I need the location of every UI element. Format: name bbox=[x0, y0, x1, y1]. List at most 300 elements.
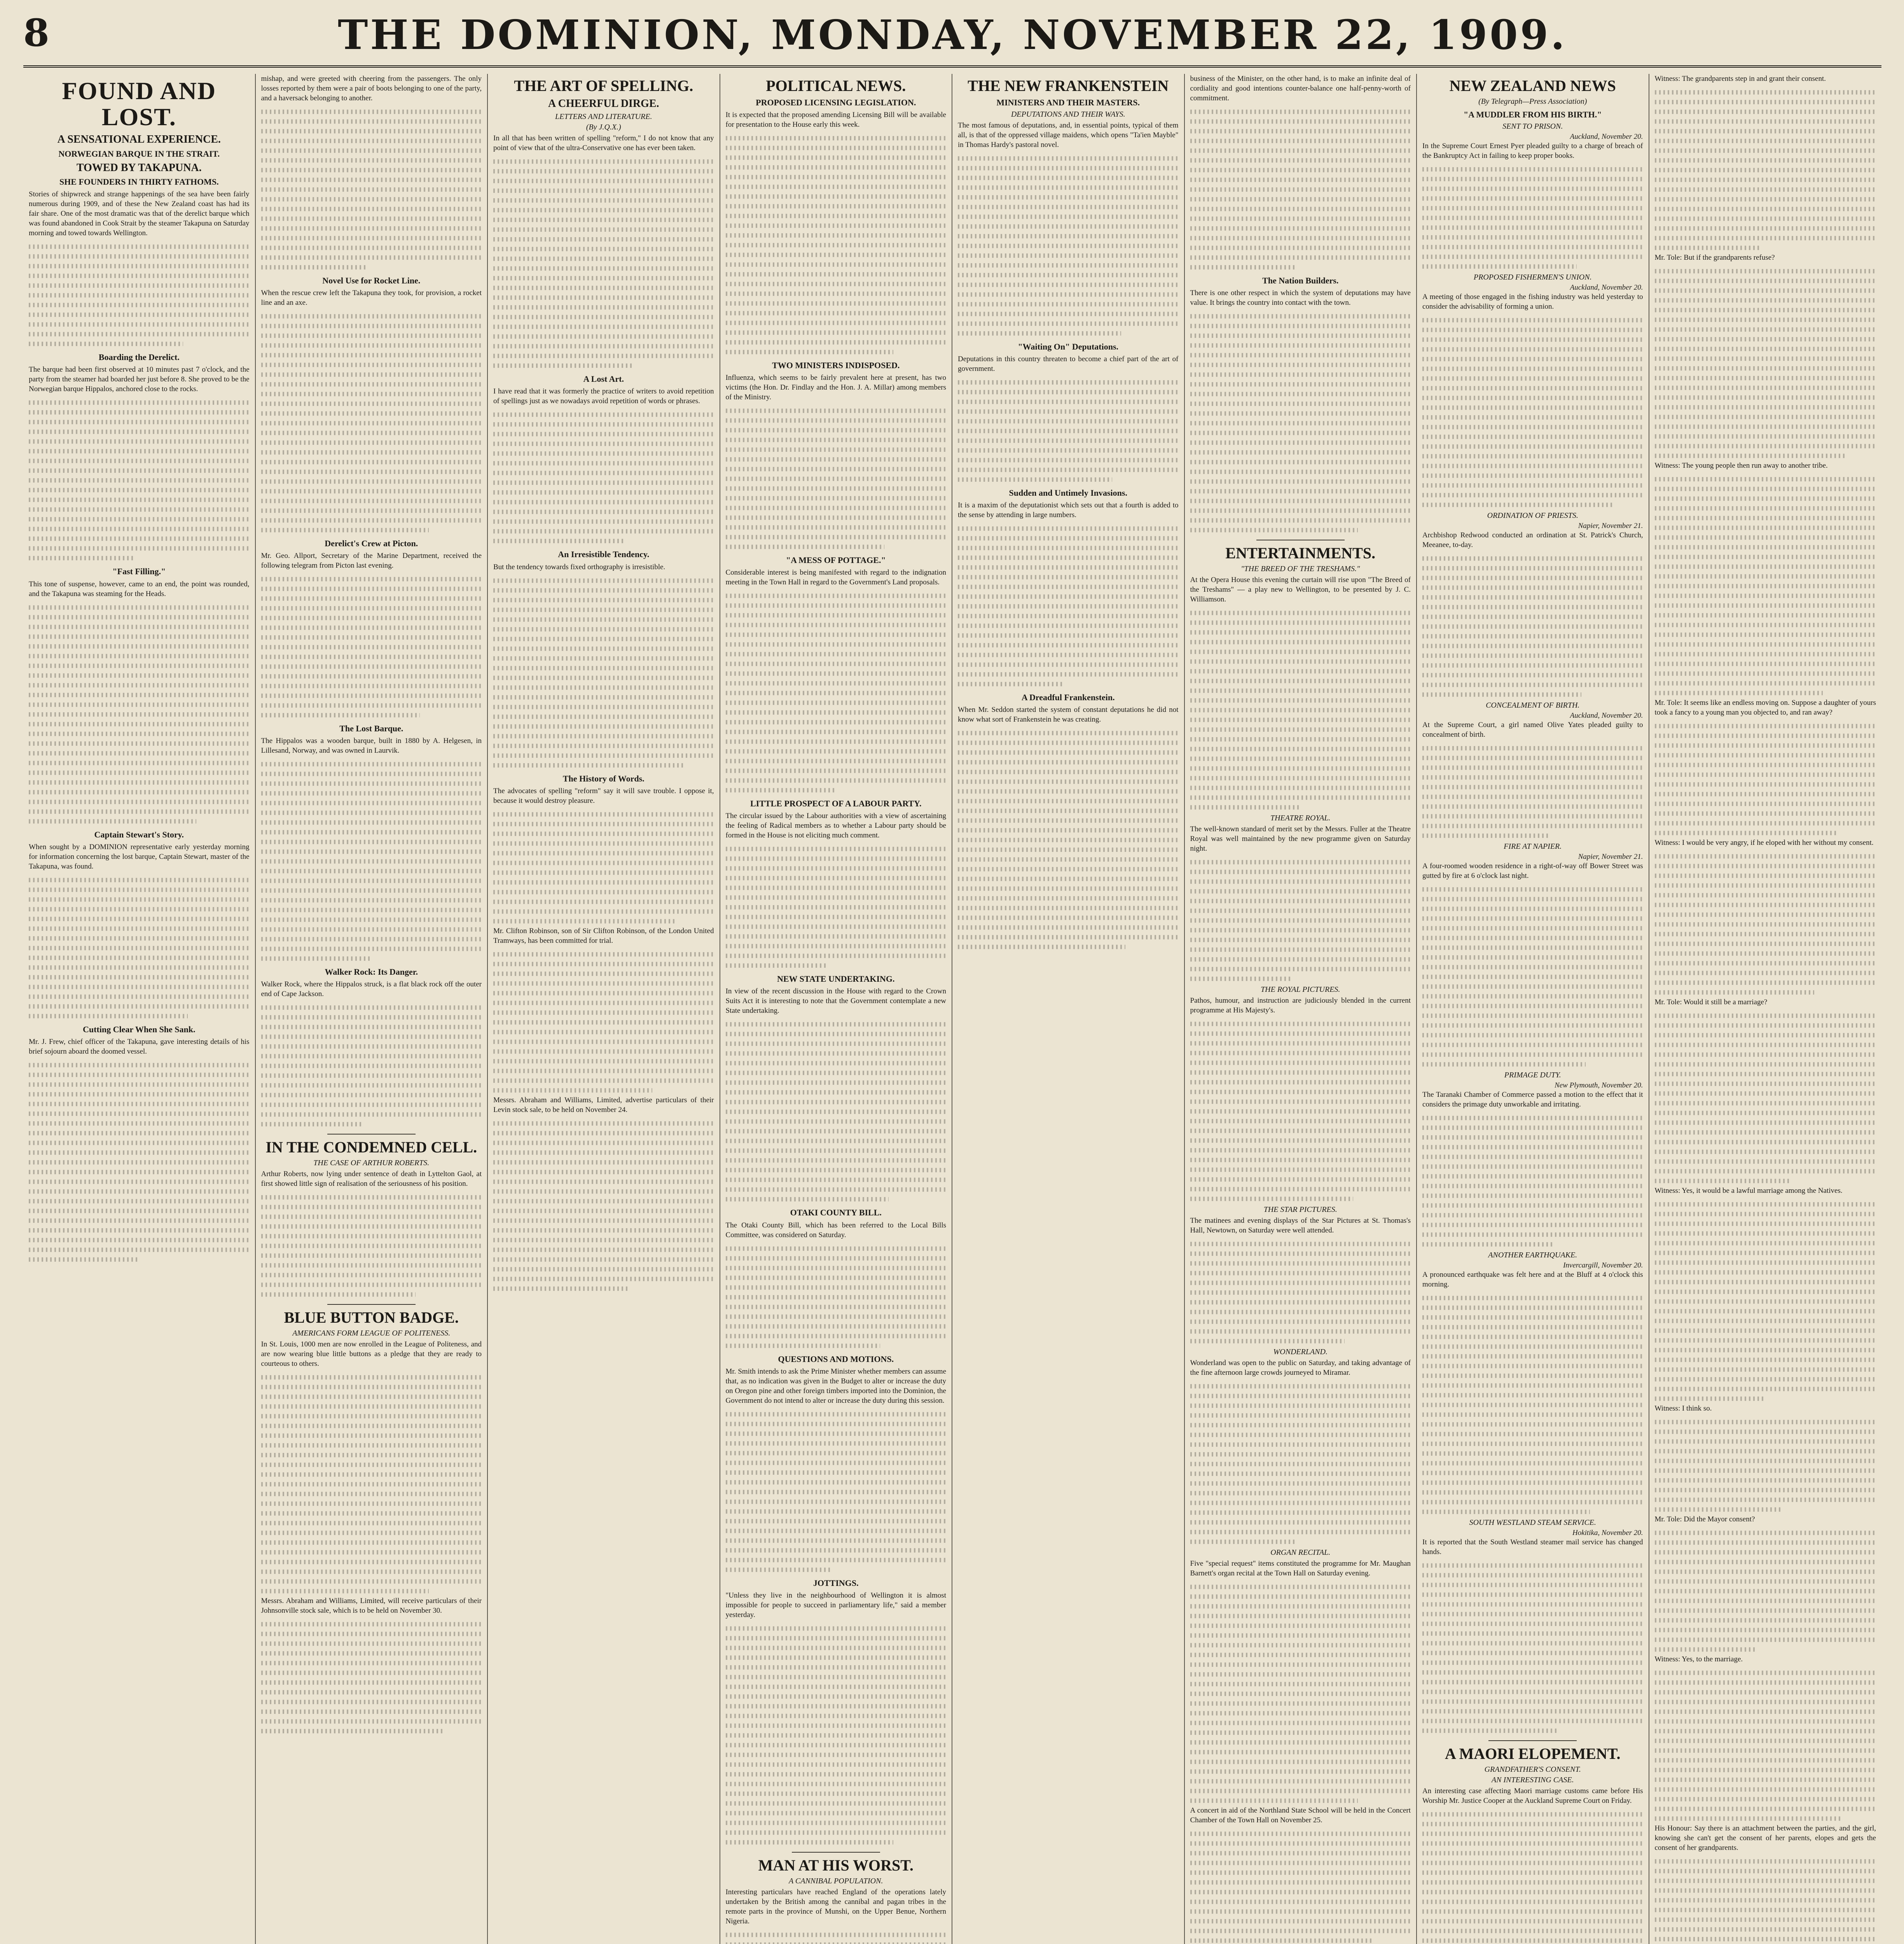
text-line bbox=[726, 633, 947, 637]
text-line bbox=[1422, 396, 1643, 400]
text-line bbox=[726, 1343, 880, 1348]
text-line bbox=[1190, 1384, 1411, 1388]
text-line bbox=[1422, 1126, 1643, 1130]
text-line bbox=[1190, 1242, 1411, 1246]
text-line bbox=[493, 1010, 714, 1015]
text-line bbox=[1422, 1033, 1643, 1037]
text-texture bbox=[261, 574, 482, 720]
text-line bbox=[29, 673, 250, 677]
text-line bbox=[726, 1080, 947, 1085]
text-line bbox=[1422, 785, 1643, 789]
text-line bbox=[261, 255, 482, 260]
text-line bbox=[261, 1570, 482, 1574]
text-line bbox=[29, 956, 250, 960]
text-line bbox=[1655, 1062, 1876, 1066]
text-line bbox=[29, 605, 250, 609]
text-line bbox=[1422, 654, 1643, 658]
text-line bbox=[29, 527, 250, 531]
text-line bbox=[1655, 1690, 1876, 1694]
text-line bbox=[1655, 1859, 1876, 1864]
text-line bbox=[1422, 1490, 1643, 1495]
article-paragraph: Mr. Tole: Would it still be a marriage? bbox=[1654, 998, 1768, 1006]
text-line bbox=[726, 1636, 947, 1640]
text-line bbox=[493, 364, 632, 368]
text-texture bbox=[1422, 554, 1643, 699]
headline: MINISTERS AND THEIR MASTERS. bbox=[996, 98, 1140, 107]
text-line bbox=[1422, 1510, 1590, 1514]
article-paragraph: Messrs. Abraham and Williams, Limited, will receive particulars of their Johnsonville stock sale, which is to be held on November 30. bbox=[261, 1597, 482, 1615]
text-line bbox=[1190, 1339, 1345, 1343]
text-line bbox=[261, 1005, 482, 1010]
text-line bbox=[29, 995, 250, 999]
text-line bbox=[493, 636, 714, 641]
text-line bbox=[1655, 932, 1876, 936]
text-line bbox=[1422, 1871, 1643, 1875]
text-line bbox=[493, 315, 714, 319]
text-line bbox=[261, 1560, 482, 1564]
text-line bbox=[726, 457, 947, 462]
headline: A CHEERFUL DIRGE. bbox=[548, 98, 659, 110]
text-line bbox=[1422, 1680, 1643, 1684]
article-paragraph: An interesting case affecting Maori marriage customs came before His Worship Mr. Justice Cooper at the Auckland Supreme Court on Friday. bbox=[1422, 1787, 1643, 1805]
text-line bbox=[1422, 907, 1643, 911]
article-paragraph: Mr. Smith intends to ask the Prime Minister whether members can assume that, as no indication was given in the Budget to alter or increase the duty on Oregon pine and other foreign timbers imported into the Dominion, the Government do not intend to alter or increase the duty during this session. bbox=[725, 1367, 946, 1405]
text-line bbox=[1190, 1138, 1411, 1143]
text-line bbox=[1190, 1750, 1411, 1754]
text-line bbox=[29, 1102, 250, 1106]
text-texture bbox=[493, 157, 714, 371]
text-line bbox=[29, 1199, 250, 1203]
text-line bbox=[261, 236, 482, 240]
subheading: CONCEALMENT OF BIRTH. bbox=[1486, 701, 1580, 710]
text-line bbox=[1190, 1919, 1411, 1923]
text-line bbox=[1422, 503, 1614, 507]
text-line bbox=[958, 857, 1179, 862]
article-paragraph: The most famous of deputations, and, in essential points, typical of them all, is that of the oppressed village maidens, which opens "Ta'ien Mayble" in Thomas Hardy's pastoral novel. bbox=[958, 121, 1179, 149]
text-line bbox=[1190, 324, 1411, 328]
text-line bbox=[261, 139, 482, 143]
text-line bbox=[1655, 226, 1876, 231]
text-line bbox=[1422, 746, 1643, 750]
text-texture bbox=[1190, 608, 1411, 812]
text-line bbox=[493, 753, 714, 757]
text-line bbox=[29, 1257, 139, 1262]
headline: IN THE CONDEMNED CELL. bbox=[266, 1138, 477, 1156]
text-line bbox=[1655, 652, 1876, 656]
text-line bbox=[726, 1032, 947, 1036]
text-line bbox=[29, 264, 250, 268]
text-line bbox=[1655, 1101, 1876, 1105]
text-line bbox=[1655, 139, 1876, 143]
text-line bbox=[1190, 382, 1411, 386]
text-line bbox=[261, 1224, 482, 1229]
text-line bbox=[958, 780, 1179, 784]
text-line bbox=[493, 169, 714, 173]
text-line bbox=[726, 1149, 947, 1153]
text-line bbox=[1422, 795, 1643, 799]
text-line bbox=[1422, 255, 1643, 259]
text-texture bbox=[726, 591, 947, 795]
article-paragraph: When the rescue crew left the Takapuna they took, for provision, a rocket line and an axe. bbox=[261, 289, 482, 307]
text-line bbox=[1655, 773, 1876, 777]
text-line bbox=[1422, 897, 1643, 901]
text-line bbox=[493, 1277, 714, 1281]
text-line bbox=[1422, 1670, 1643, 1675]
headline: TWO MINISTERS INDISPOSED. bbox=[772, 360, 900, 371]
text-line bbox=[493, 276, 714, 280]
text-line bbox=[1190, 679, 1411, 683]
text-line bbox=[1655, 1908, 1876, 1912]
text-line bbox=[1655, 1478, 1876, 1482]
text-line bbox=[958, 760, 1179, 764]
text-line bbox=[1655, 1608, 1876, 1613]
text-line bbox=[1655, 903, 1876, 907]
text-texture bbox=[29, 875, 250, 1021]
text-line bbox=[1655, 1531, 1876, 1535]
text-line bbox=[1422, 1325, 1643, 1329]
text-line bbox=[726, 438, 947, 442]
text-line bbox=[1655, 792, 1876, 796]
text-line bbox=[261, 1253, 482, 1258]
text-line bbox=[726, 1548, 947, 1552]
text-line bbox=[1190, 1890, 1411, 1894]
text-line bbox=[726, 418, 947, 423]
text-line bbox=[261, 265, 367, 269]
text-line bbox=[1190, 1594, 1411, 1599]
text-line bbox=[1422, 406, 1643, 410]
text-line bbox=[261, 119, 482, 124]
text-line bbox=[958, 185, 1179, 190]
text-line bbox=[1422, 1155, 1643, 1159]
text-line bbox=[1655, 1140, 1876, 1144]
text-line bbox=[261, 811, 482, 815]
text-line bbox=[1655, 1202, 1876, 1206]
text-line bbox=[726, 165, 947, 170]
text-line bbox=[1190, 334, 1411, 338]
text-line bbox=[29, 537, 250, 541]
text-line bbox=[958, 770, 1179, 774]
text-line bbox=[261, 1015, 482, 1019]
text-line bbox=[1190, 149, 1411, 153]
text-line bbox=[493, 354, 714, 358]
text-texture bbox=[493, 1119, 714, 1294]
text-line bbox=[1422, 1583, 1643, 1587]
text-line bbox=[726, 1246, 947, 1250]
headline: SHE FOUNDERS IN THIRTY FATHOMS. bbox=[59, 177, 219, 187]
text-texture bbox=[1655, 266, 1876, 461]
text-line bbox=[1655, 90, 1876, 94]
text-line bbox=[958, 838, 1179, 842]
text-line bbox=[726, 788, 836, 792]
text-line bbox=[261, 684, 482, 688]
text-line bbox=[493, 822, 714, 826]
text-line bbox=[1655, 415, 1876, 419]
text-line bbox=[1190, 879, 1411, 884]
text-line bbox=[726, 1509, 947, 1514]
text-line bbox=[726, 535, 947, 539]
text-line bbox=[1422, 1661, 1643, 1665]
text-line bbox=[1190, 441, 1411, 445]
text-line bbox=[493, 334, 714, 339]
text-line bbox=[726, 1295, 947, 1299]
article-paragraph: A meeting of those engaged in the fishing industry was held yesterday to consider the advisability of forming a union. bbox=[1422, 293, 1643, 311]
headline: LITTLE PROSPECT OF A LABOUR PARTY. bbox=[750, 799, 922, 809]
text-line bbox=[1655, 990, 1814, 995]
text-line bbox=[1190, 1442, 1411, 1447]
text-line bbox=[1190, 236, 1411, 240]
text-line bbox=[493, 1180, 714, 1184]
text-line bbox=[726, 1168, 947, 1172]
text-line bbox=[726, 866, 947, 871]
text-line bbox=[493, 461, 714, 465]
text-line bbox=[1655, 1231, 1876, 1236]
text-line bbox=[29, 907, 250, 911]
text-line bbox=[1655, 308, 1876, 312]
text-line bbox=[1190, 1041, 1411, 1045]
text-texture bbox=[261, 311, 482, 535]
text-line bbox=[1190, 1022, 1411, 1026]
text-line bbox=[261, 187, 482, 192]
article-paragraph: It is expected that the proposed amending Licensing Bill will be available for presentation to the House early this week. bbox=[725, 111, 946, 129]
text-line bbox=[261, 1375, 482, 1379]
text-line bbox=[1655, 1540, 1876, 1545]
text-line bbox=[1655, 1241, 1876, 1245]
text-line bbox=[1190, 650, 1411, 654]
text-line bbox=[493, 1088, 652, 1093]
headline: FOUND AND LOST. bbox=[62, 77, 217, 131]
text-line bbox=[1655, 864, 1876, 868]
text-line bbox=[1422, 683, 1643, 687]
text-line bbox=[1190, 1271, 1411, 1275]
text-line bbox=[261, 324, 482, 328]
text-line bbox=[958, 925, 1179, 930]
text-line bbox=[1655, 1179, 1790, 1183]
text-texture bbox=[726, 844, 947, 970]
text-line bbox=[1422, 965, 1643, 969]
text-line bbox=[493, 832, 714, 836]
text-line bbox=[1655, 1797, 1876, 1801]
text-line bbox=[261, 1642, 482, 1646]
text-line bbox=[493, 695, 714, 699]
text-line bbox=[1190, 343, 1411, 348]
text-line bbox=[1422, 435, 1643, 439]
text-line bbox=[1190, 1061, 1411, 1065]
text-line bbox=[1655, 395, 1876, 400]
text-line bbox=[1190, 1197, 1354, 1201]
text-line bbox=[726, 1158, 947, 1163]
text-line bbox=[493, 198, 714, 203]
text-line bbox=[261, 879, 482, 883]
text-line bbox=[29, 1209, 250, 1213]
text-line bbox=[1655, 1222, 1876, 1226]
article-paragraph: Pathos, humour, and instruction are judiciously blended in the current programme at His Majesty's. bbox=[1190, 996, 1411, 1015]
text-line bbox=[261, 178, 482, 182]
text-line bbox=[726, 1792, 947, 1796]
text-line bbox=[1655, 1377, 1876, 1381]
text-line bbox=[958, 867, 1179, 871]
text-line bbox=[1422, 1612, 1643, 1616]
text-line bbox=[493, 1141, 714, 1145]
text-line bbox=[29, 459, 250, 463]
text-line bbox=[958, 643, 1179, 647]
text-line bbox=[29, 927, 250, 931]
text-texture bbox=[261, 107, 482, 272]
text-line bbox=[1190, 255, 1411, 260]
text-line bbox=[726, 272, 947, 276]
text-line bbox=[1190, 1080, 1411, 1084]
text-line bbox=[1655, 217, 1876, 221]
text-line bbox=[1655, 1043, 1876, 1047]
subheading: GRANDFATHER'S CONSENT. bbox=[1484, 1765, 1581, 1774]
text-line bbox=[493, 1218, 714, 1223]
text-line bbox=[29, 439, 250, 444]
text-line bbox=[958, 468, 1179, 472]
text-texture bbox=[1422, 885, 1643, 1069]
text-line bbox=[261, 840, 482, 844]
text-line bbox=[726, 749, 947, 753]
text-line bbox=[1190, 1604, 1411, 1608]
text-line bbox=[261, 392, 482, 396]
text-line bbox=[1190, 119, 1411, 124]
text-line bbox=[726, 1519, 947, 1523]
text-line bbox=[1190, 353, 1411, 357]
text-line bbox=[726, 905, 947, 909]
text-line bbox=[1655, 763, 1876, 767]
text-line bbox=[1190, 518, 1411, 523]
text-line bbox=[1655, 1329, 1876, 1333]
article-paragraph: Mr. Tole: It seems like an endless moving on. Suppose a daughter of yours took a fancy to a young man you objected to, and ran away? bbox=[1654, 699, 1876, 717]
text-line bbox=[1655, 386, 1876, 390]
text-line bbox=[261, 1424, 482, 1428]
text-line bbox=[29, 449, 250, 453]
text-line bbox=[29, 498, 250, 502]
text-line bbox=[1190, 659, 1411, 664]
text-line bbox=[29, 507, 250, 512]
text-line bbox=[261, 1035, 482, 1039]
text-line bbox=[1422, 975, 1643, 979]
article-paragraph: The matinees and evening displays of the Star Pictures at St. Thomas's Hall, Newtown, on Saturday were well attended. bbox=[1190, 1217, 1411, 1235]
subheading: THE STAR PICTURES. bbox=[1263, 1205, 1337, 1214]
text-line bbox=[1190, 314, 1411, 318]
text-line bbox=[726, 925, 947, 929]
text-line bbox=[493, 539, 624, 543]
text-line bbox=[1655, 1150, 1876, 1154]
text-line bbox=[29, 654, 250, 658]
text-line bbox=[29, 556, 135, 560]
text-texture bbox=[29, 242, 250, 349]
text-line bbox=[726, 1110, 947, 1114]
text-line bbox=[261, 334, 482, 338]
text-line bbox=[726, 944, 947, 948]
text-line bbox=[1190, 737, 1411, 741]
text-line bbox=[493, 413, 714, 417]
text-line bbox=[726, 1821, 947, 1825]
text-line bbox=[261, 869, 482, 873]
text-line bbox=[726, 769, 947, 773]
text-line bbox=[493, 325, 714, 329]
text-line bbox=[261, 1482, 482, 1486]
text-line bbox=[726, 1256, 947, 1260]
text-line bbox=[261, 1521, 482, 1525]
text-line bbox=[29, 1180, 250, 1184]
text-line bbox=[1655, 1251, 1876, 1255]
text-line bbox=[726, 1538, 947, 1543]
text-line bbox=[1655, 236, 1876, 240]
text-line bbox=[29, 1189, 250, 1194]
text-line bbox=[493, 705, 714, 709]
text-line bbox=[1422, 1043, 1643, 1047]
text-line bbox=[29, 741, 250, 745]
text-line bbox=[1190, 528, 1358, 532]
text-line bbox=[29, 809, 250, 813]
text-line bbox=[1422, 1481, 1643, 1485]
text-line bbox=[1655, 357, 1876, 361]
text-texture bbox=[261, 1619, 482, 1736]
masthead bbox=[23, 7, 1881, 68]
text-line bbox=[1655, 734, 1876, 738]
text-line bbox=[726, 1646, 947, 1650]
text-line bbox=[1655, 288, 1876, 293]
text-line bbox=[493, 578, 714, 582]
text-texture bbox=[1655, 851, 1876, 997]
text-line bbox=[958, 390, 1179, 394]
text-line bbox=[1422, 663, 1643, 668]
text-line bbox=[958, 429, 1179, 433]
text-line bbox=[261, 499, 482, 503]
text-line bbox=[1422, 1004, 1643, 1008]
text-texture bbox=[726, 1244, 947, 1351]
text-line bbox=[1422, 493, 1643, 497]
text-line bbox=[1422, 386, 1643, 390]
text-line bbox=[1655, 477, 1876, 481]
text-line bbox=[1655, 337, 1876, 341]
text-line bbox=[1655, 1439, 1876, 1444]
text-line bbox=[1655, 961, 1876, 965]
text-line bbox=[493, 607, 714, 612]
text-line bbox=[1655, 434, 1876, 439]
text-line bbox=[1655, 691, 1823, 695]
column-7 bbox=[1417, 74, 1649, 1944]
text-line bbox=[1190, 1585, 1411, 1589]
text-line bbox=[493, 1049, 714, 1054]
text-line bbox=[1422, 337, 1643, 342]
text-line bbox=[261, 314, 482, 318]
text-line bbox=[1422, 187, 1643, 191]
text-line bbox=[1655, 883, 1876, 888]
text-line bbox=[261, 645, 482, 649]
text-line bbox=[1422, 167, 1643, 171]
text-line bbox=[29, 469, 250, 473]
text-line bbox=[1422, 916, 1643, 921]
article-paragraph: business of the Minister, on the other hand, is to make an infinite deal of cordiality and good intentions counter-balance one half-penny-worth of commitment. bbox=[1190, 75, 1411, 102]
text-line bbox=[493, 656, 714, 660]
text-line bbox=[29, 1150, 250, 1155]
text-line bbox=[493, 257, 714, 261]
text-line bbox=[1190, 1530, 1411, 1534]
text-line bbox=[726, 1051, 947, 1056]
text-line bbox=[1190, 110, 1411, 114]
text-line bbox=[29, 274, 250, 278]
text-line bbox=[1422, 1164, 1643, 1169]
text-line bbox=[1655, 1888, 1876, 1893]
text-line bbox=[1190, 776, 1411, 780]
text-line bbox=[958, 380, 1179, 385]
text-line bbox=[1190, 1643, 1411, 1647]
text-line bbox=[1422, 1593, 1643, 1597]
text-line bbox=[261, 129, 482, 133]
text-line bbox=[29, 985, 250, 989]
text-line bbox=[726, 1139, 947, 1143]
